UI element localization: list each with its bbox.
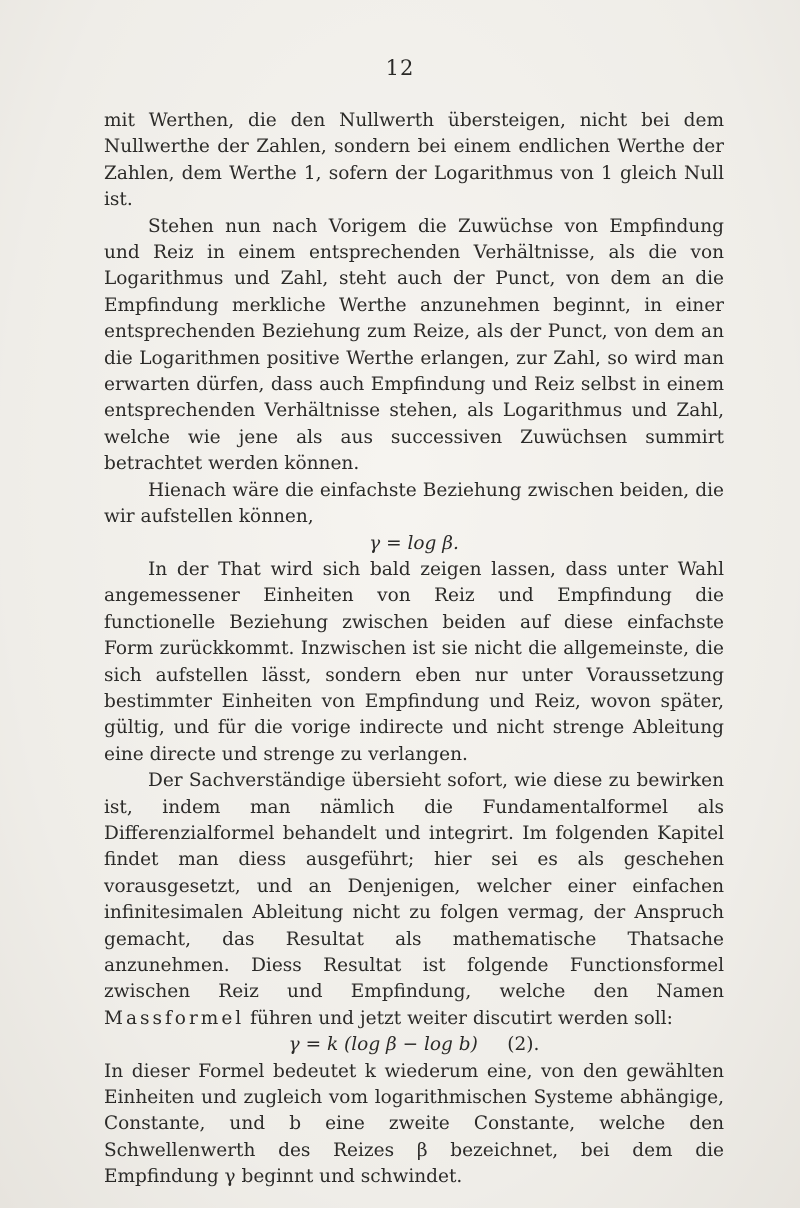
formula-2 — [104, 1032, 724, 1058]
formula-1-lhs: γ — [369, 532, 381, 554]
paragraph-1: mit Werthen, die den Nullwerth übersteigen, nicht bei dem Nullwerthe der Zahlen, sondern bei einem endlichen Werthe der Zahlen, dem Werthe 1, sofern der Logarithmus von 1 gleich Null ist. — [104, 110, 724, 211]
page-number: 12 — [385, 56, 415, 80]
formula-1 — [104, 531, 724, 557]
formula-1-rhs: log β. — [407, 532, 459, 554]
formula-2-number: (2). — [507, 1034, 540, 1056]
paragraph-5 — [104, 768, 724, 1032]
paragraph-5-text-a: Der Sachverständige übersieht sofort, wie diese zu bewirken ist, indem man nämlich die Fundamentalformel als Differenzialformel behandelt und integrirt. Im folgenden Kapitel findet man diess ausgeführt; hier sei es als geschehen vorausgesetzt, und an Denjenigen, welcher einer einfachen infinitesimalen Ableitung nicht zu folgen vermag, der Anspruch gemacht, das Resultat als mathematische Thatsache anzunehmen. Diess Resultat ist folgende Functionsformel zwischen Reiz und Empfindung, welche den Namen — [104, 770, 724, 1003]
paragraph-5-spaced-term: Massformel — [104, 1007, 245, 1029]
formula-2-expression: γ = k (log β − log b) — [288, 1034, 478, 1056]
body-text — [104, 108, 724, 1191]
paragraph-3: Hienach wäre die einfachste Beziehung zwischen beiden, die wir aufstellen können, — [104, 479, 724, 528]
paragraph-2: Stehen nun nach Vorigem die Zuwüchse von Empfindung und Reiz in einem entsprechenden Verhältnisse, als die von Logarithmus und Zahl, steht auch der Punct, von dem an die Empfindung merkliche Werthe anzunehmen beginnt, in einer entsprechenden Beziehung zum Reize, als der Punct, von dem an die Logarithmen positive Werthe erlangen, zur Zahl, so wird man erwarten dürfen, dass auch Empfindung und Reiz selbst in einem entsprechenden Verhältnisse stehen, als Logarithmus und Zahl, welche wie jene als aus successiven Zuwüchsen summirt betrachtet werden können. — [104, 215, 724, 475]
paragraph-4: In der That wird sich bald zeigen lassen, dass unter Wahl angemessener Einheiten von Reiz und Empfindung die functionelle Beziehung zwischen beiden auf diese einfachste Form zurückkommt. Inzwischen ist sie nicht die allgemeinste, die sich aufstellen lässt, sondern eben nur unter Voraussetzung bestimmter Einheiten von Empfindung und Reiz, wovon später, gültig, und für die vorige indirecte und nicht strenge Ableitung eine directe und strenge zu verlangen. — [104, 558, 724, 765]
formula-1-eq: = — [386, 532, 402, 554]
paragraph-5-text-b: führen und jetzt weiter discutirt werden soll: — [250, 1007, 673, 1029]
paragraph-6: In dieser Formel bedeutet k wiederum eine, von den gewählten Einheiten und zugleich vom logarithmischen Systeme abhängige, Constante, und b eine zweite Constante, welche den Schwellenwerth des Reizes β bezeichnet, bei dem die Empfindung γ beginnt und schwindet. — [104, 1060, 724, 1188]
